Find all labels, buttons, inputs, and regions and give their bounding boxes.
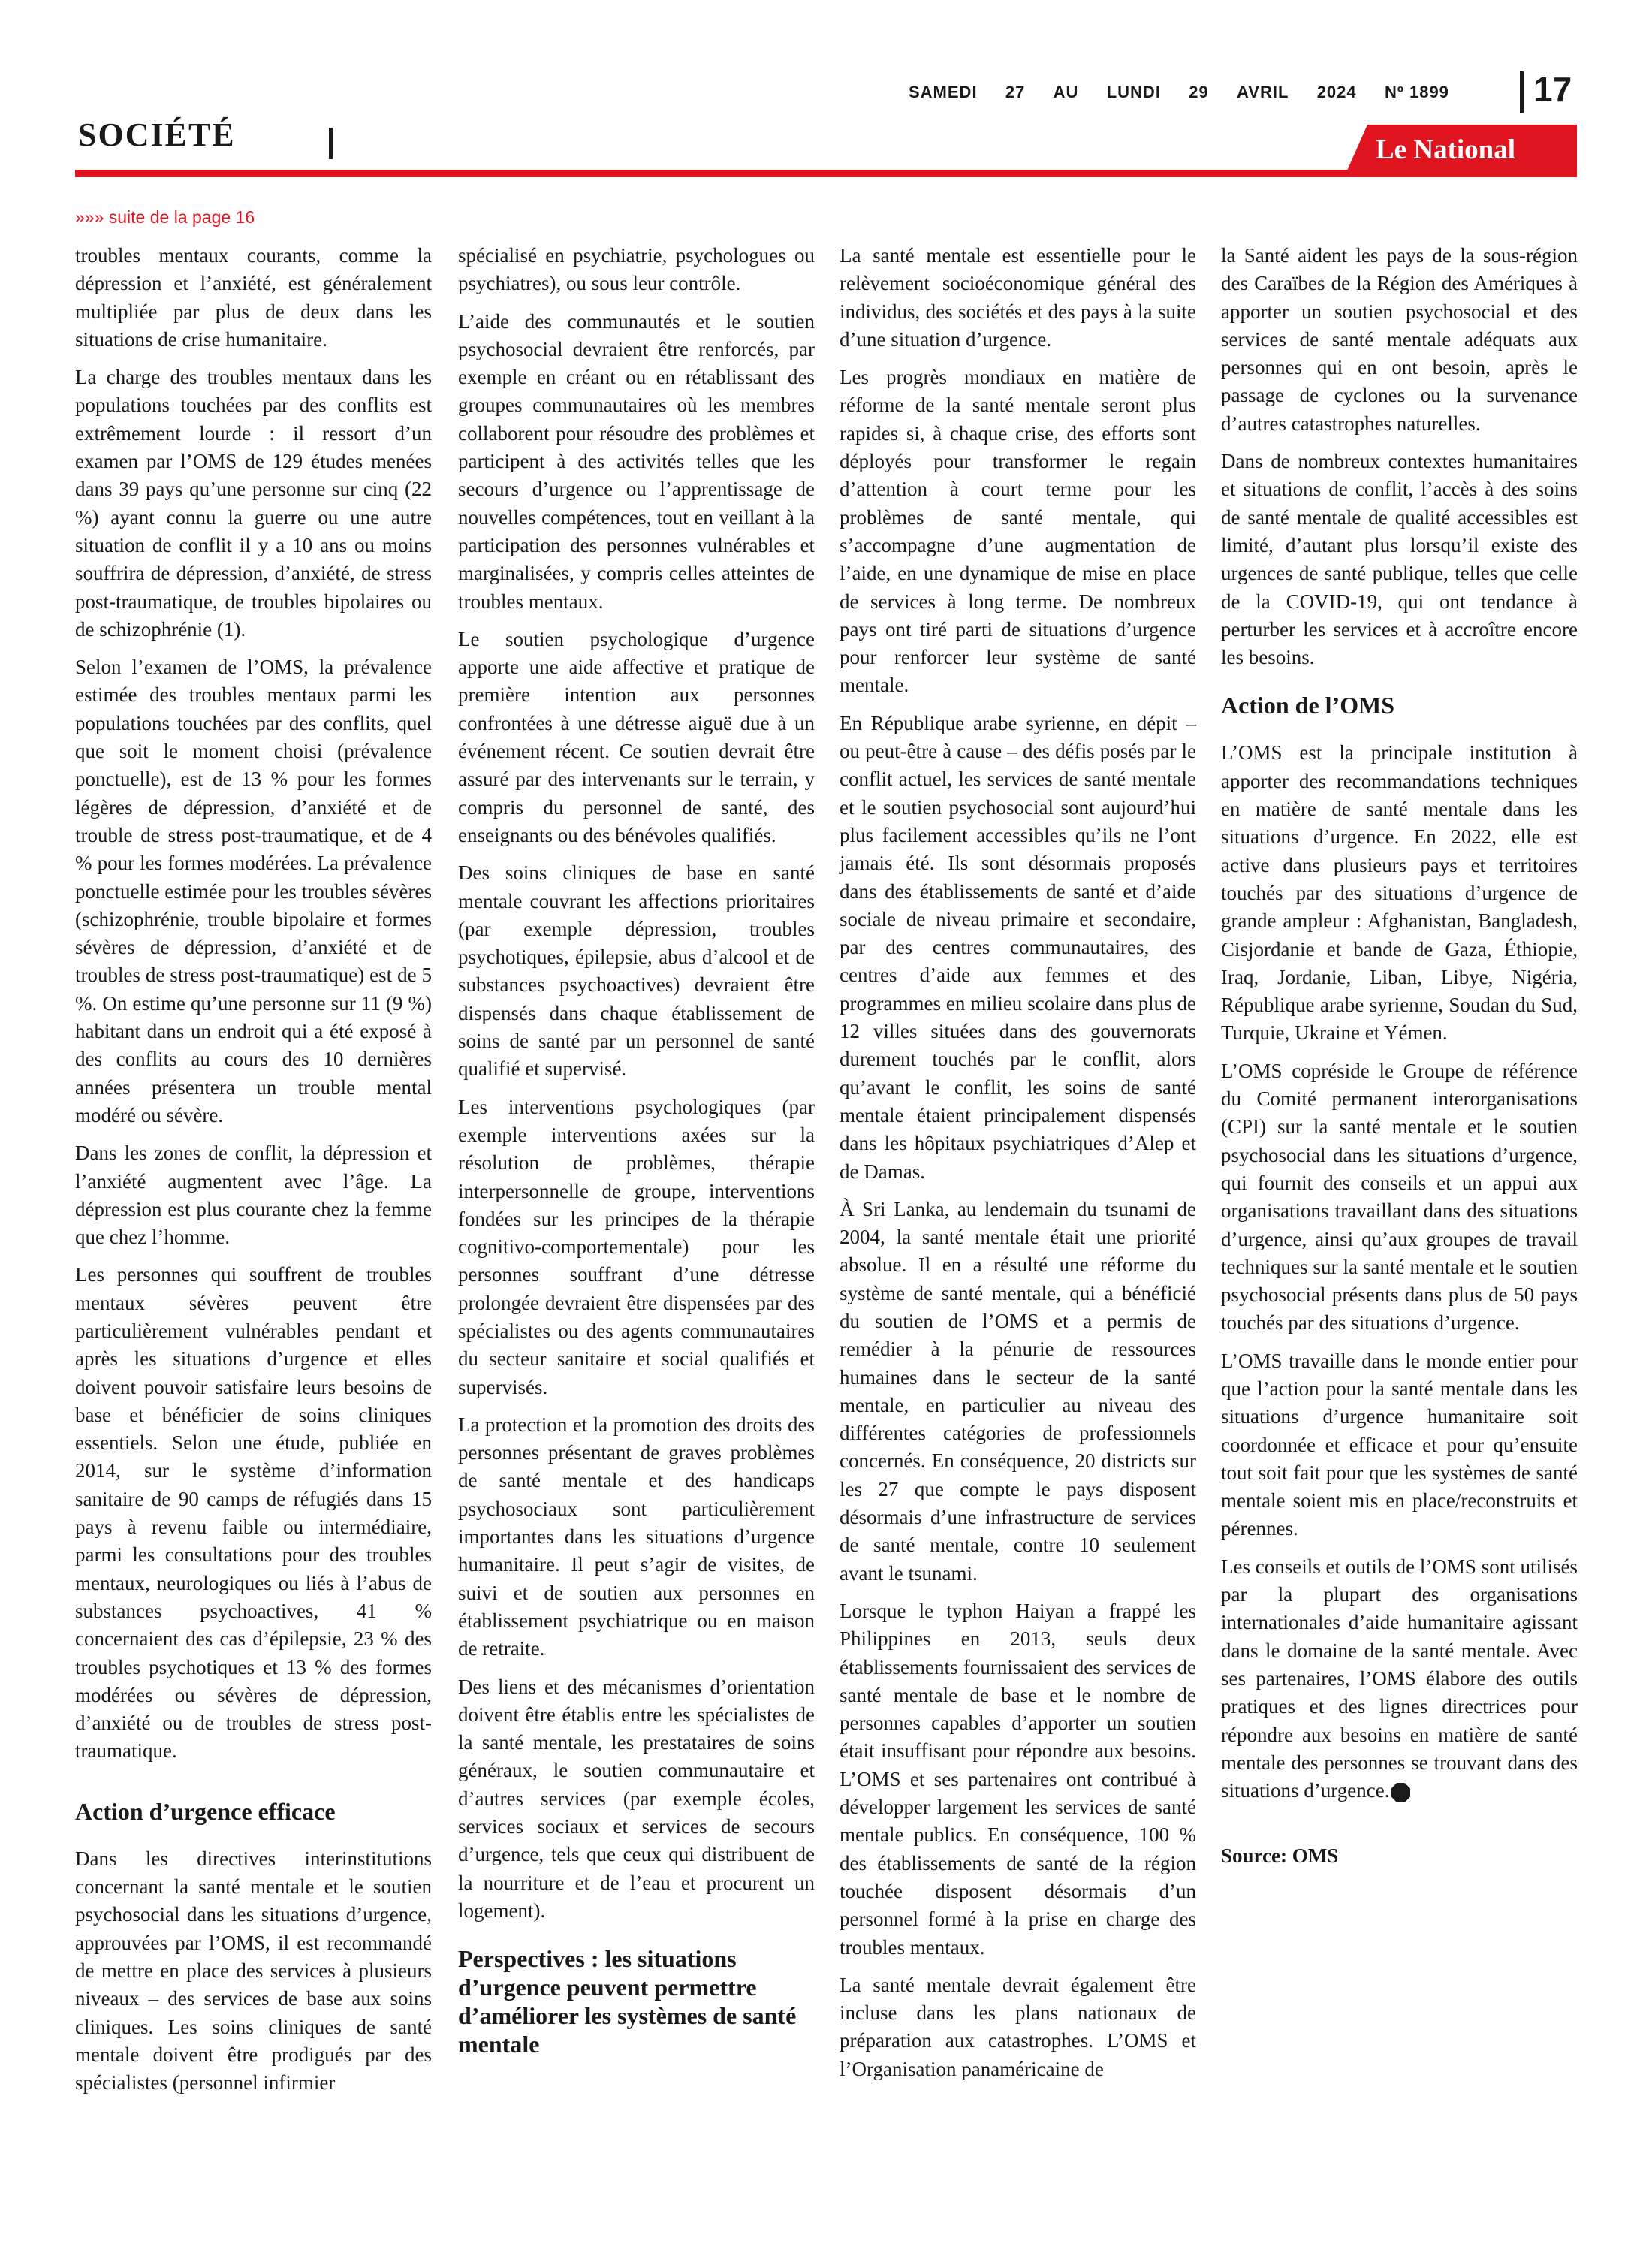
subheading-action-oms: Action de l’OMS [1221,692,1395,719]
paragraph: L’OMS travaille dans le monde entier pour que l’action pour la santé mentale dans les situations d’urgence humanitaire soit coordonnée et efficace et pour qu’ensuite tout soit fait pour que les systèmes de santé mentale soient mis en place/reconstruits et pérennes. [1221,1349,1578,1540]
paragraph: L’OMS est la principale institution à apporter des recommandations techniques en matière de santé mentale dans les situations d’urgence. En 2022, elle est active dans plusieurs pays et territoires touchés par des situations d’urgence de grande ampleur : Afghanistan, Bangladesh, Cisjordanie et bande de Gaza, Éthiopie, Iraq, Jordanie, Liban, Libye, Nigéria, République arabe syrienne, Soudan du Sud, Turquie, Ukraine et Yémen. [1221,741,1578,1045]
paragraph: La charge des troubles mentaux dans les populations touchées par des conflits est extrêmement lourde : il ressort d’un examen par l’OMS de 129 études menées dans 39 pays qu’une personne sur cinq (22 %) ayant connu la guerre ou une autre situation de conflit il y a 10 ans ou moins souffrira de dépression, d’anxiété, de stress post-traumatique, de troubles bipolaires ou de schizophrénie (1). [75,366,432,641]
paragraph: Les progrès mondiaux en matière de réforme de la santé mentale seront plus rapides si, à chaque crise, des efforts sont déployés pour transformer le regain d’attention à court terme pour les problèmes de santé mentale, qui s’accompagne d’une augmentation de l’aide, en une dynamique de mise en place de services à long terme. De nombreux pays ont tiré parti de situations d’urgence pour renforcer leur système de santé mentale. [840,366,1196,697]
continuation-note: »»» suite de la page 16 [75,207,255,227]
paragraph: Des soins cliniques de base en santé mentale couvrant les affections prioritaires (par exemple dépression, troubles psychotiques, épilepsie, abus d’alcool et de substances psychoactives) devraient être dispensés dans chaque établissement de soins de santé par un personnel de santé qualifié et supervisé. [458,861,815,1081]
issue-number: Nº 1899 [1384,83,1449,101]
paragraph: Dans les directives interinstitutions concernant la santé mentale et le soutien psychosocial dans les situations d’urgence, approuvées par l’OMS, il est recommandé de mettre en place des services à plusieurs niveaux – des services de base aux soins cliniques. Les soins cliniques de santé mentale doivent être prodigués par des spécialistes (personnel infirmier [75,1847,432,2095]
article-column-4 [1221,242,1578,1881]
dateline-date-start: 27 [1005,83,1026,101]
paragraph: troubles mentaux courants, comme la dépression et l’anxiété, est généralement multipliée par plus de deux dans les situations de crise humanitaire. [75,244,432,351]
dateline-au: AU [1053,83,1079,101]
article-column-2 [458,242,815,2078]
issue-dateline [909,83,1449,102]
dateline-day-start: SAMEDI [909,83,978,101]
dateline-date-end: 29 [1189,83,1209,101]
article-source: Source: OMS [1221,1844,1339,1868]
paragraph: Les personnes qui souffrent de troubles mentaux sévères peuvent être particulièrement vulnérables pendant et après les situations d’urgence et elles doivent pouvoir satisfaire leurs besoins de base et bénéficier de soins cliniques essentiels. Selon une étude, publiée en 2014, sur le système d’information sanitaire de 90 camps de réfugiés dans 15 pays à revenu faible ou intermédiaire, parmi les consultations pour des troubles mentaux, neurologiques ou liés à l’abus de substances psychoactives, 41 % concernaient des cas d’épilepsie, 23 % des troubles psychotiques et 13 % des formes modérées ou sévères de dépression, d’anxiété ou de troubles de stress post-traumatique. [75,1263,432,1763]
dateline-day-end: LUNDI [1106,83,1161,101]
article-column-1 [75,242,432,2107]
paragraph: la Santé aident les pays de la sous-région des Caraïbes de la Région des Amériques à apporter un soutien psychosocial et des services de santé mentale adéquats aux personnes qui en ont besoin, après le passage de cyclones ou la survenance d’autres catastrophes naturelles. [1221,244,1578,435]
dateline-year: 2024 [1316,83,1357,101]
final-paragraph-text: Les conseils et outils de l’OMS sont utilisés par la plupart des organisations internationales d’aide humanitaire agissant dans le domaine de la santé mentale. Avec ses partenaires, l’OMS élabore des outils pratiques et des lignes directrices pour répondre aux besoins en matière de santé mentale des personnes se trouvant dans des situations d’urgence. [1221,1555,1578,1802]
paragraph: Dans de nombreux contextes humanitaires et situations de conflit, l’accès à des soins de santé mentale de qualité accessibles est limité, d’autant plus lorsqu’il existe des urgences de santé publique, telles que celle de la COVID-19, qui ont tendance à perturber les services et à accroître encore les besoins. [1221,450,1578,669]
paragraph: La protection et la promotion des droits des personnes présentant de graves problèmes de santé mentale et des handicaps psychosociaux sont particulièrement importantes dans les situations d’urgence humanitaire. Il peut s’agir de visites, de suivi et de soutien aux personnes en établissement psychiatrique ou en maison de retraite. [458,1413,815,1660]
paragraph: Selon l’examen de l’OMS, la prévalence estimée des troubles mentaux parmi les populations touchées par des conflits, quel que soit le moment choisi (prévalence ponctuelle), est de 13 % pour les formes légères de dépression, d’anxiété et de trouble de stress post-traumatique, et de 4 % pour les formes modérées. La prévalence ponctuelle estimée pour les troubles sévères (schizophrénie, trouble bipolaire et formes sévères de dépression, d’anxiété et de troubles de stress post-traumatique) est de 5 %. On estime qu’une personne sur 11 (9 %) habitant dans un endroit qui a été exposé à des conflits au cours des 10 dernières années présentera un trouble mental modéré ou sévère. [75,656,432,1126]
page-number: 17 [1533,70,1572,109]
paragraph: L’OMS copréside le Groupe de référence du Comité permanent interorganisations (CPI) sur la santé mentale et le soutien psychosocial dans les situations d’urgence, qui fournit des conseils et un appui aux organisations travaillant dans des situations d’urgence, ainsi qu’aux groupes de travail techniques sur la santé mentale et le soutien psychosocial présents dans plus de 50 pays touchés par des situations d’urgence. [1221,1059,1578,1335]
paragraph: Lorsque le typhon Haiyan a frappé les Philippines en 2013, seuls deux établissements fournissaient des services de santé mentale de base et le nombre de personnes capables d’apporter un soutien était insuffisant pour répondre aux besoins. L’OMS et ses partenaires ont contribué à développer largement les services de santé mentale publics. En conséquence, 100 % des établissements de santé de la région touchée disposent désormais d’un personnel formé à la prise en charge des troubles mentaux. [840,1599,1196,1959]
subheading-perspectives: Perspectives : les situations d’urgence peuvent permettre d’améliorer les systèmes de santé mentale [458,1945,797,2058]
paragraph: En République arabe syrienne, en dépit – ou peut-être à cause – des défis posés par le conflit actuel, les services de santé mentale et le soutien psychosocial sont aujourd’hui plus facilement accessibles qu’ils ne l’ont jamais été. Ils sont désormais proposés dans des établissements de santé et d’aide sociale de niveau primaire et secondaire, par des centres communautaires, des centres d’aide aux femmes et des programmes en milieu scolaire dans plus de 12 villes situées dans des gouvernorats durement touchés par le conflit, alors qu’avant le conflit, les soins de santé mentale étaient principalement dispensés dans les hôpitaux psychiatriques d’Alep et de Damas. [840,711,1196,1183]
page-number-separator [1520,71,1524,113]
section-title: SOCIÉTÉ [78,116,236,153]
paragraph: La santé mentale devrait également être incluse dans les plans nationaux de préparation aux catastrophes. L’OMS et l’Organisation panaméricaine de [840,1973,1196,2080]
paragraph: Dans les zones de conflit, la dépression et l’anxiété augmentent avec l’âge. La dépression est plus courante chez la femme que chez l’homme. [75,1142,432,1249]
end-of-article-icon [1391,1783,1410,1802]
paragraph: À Sri Lanka, au lendemain du tsunami de 2004, la santé mentale était une priorité absolue. Il en a résulté une réforme du système de santé mentale, qui a bénéficié du soutien de l’OMS et a permis de remédier à la pénurie de ressources humaines dans le secteur de la santé mentale, en particulier au niveau des différentes catégories de professionnels concernés. En conséquence, 20 districts sur les 27 que compte le pays disposent désormais d’une infrastructure de services de santé mentale, contre 10 seulement avant le tsunami. [840,1197,1196,1585]
dateline-month: AVRIL [1237,83,1289,101]
paragraph: spécialisé en psychiatrie, psychologues ou psychiatres), ou sous leur contrôle. [458,244,815,295]
paragraph: L’aide des communautés et le soutien psychosocial devraient être renforcés, par exemple en créant ou en rétablissant des groupes communautaires où les membres collaborent pour résoudre des problèmes et participent à des activités telles que les secours d’urgence ou l’apprentissage de nouvelles compétences, tout en veillant à la participation des personnes vulnérables et marginalisées, y compris celles atteintes de troubles mentaux. [458,309,815,613]
subheading-action-urgence: Action d’urgence efficace [75,1797,336,1825]
article-column-3 [840,242,1196,2093]
paragraph-final [1221,1553,1578,1805]
section-separator [329,128,333,159]
newspaper-name: Le National [1376,134,1516,165]
paragraph: Le soutien psychologique d’urgence apporte une aide affective et pratique de première intention aux personnes confrontées à une détresse aiguë due à un événement récent. Ce soutien devrait être assuré par des intervenants sur le terrain, y compris du personnel de santé, des enseignants ou des bénévoles qualifiés. [458,627,815,846]
paragraph: Des liens et des mécanismes d’orientation doivent être établis entre les spécialistes de la santé mentale, les prestataires de soins généraux, le soutien communautaire et d’autres services (par exemple écoles, services sociaux et services de secours d’urgence, tels que ceux qui distribuent de la nourriture et de l’eau et procurent un logement). [458,1675,815,1922]
paragraph: Les interventions psychologiques (par exemple interventions axées sur la résolution de problèmes, thérapie interpersonnelle de groupe, interventions fondées sur les principes de la thérapie cognitivo-comportementale) pour les personnes souffrant d’une détresse prolongée devraient être dispensées par des spécialistes ou des agents communautaires du secteur sanitaire et social qualifiés et supervisés. [458,1095,815,1398]
paragraph: La santé mentale est essentielle pour le relèvement socioéconomique général des individus, des sociétés et des pays à la suite d’une situation d’urgence. [840,244,1196,351]
